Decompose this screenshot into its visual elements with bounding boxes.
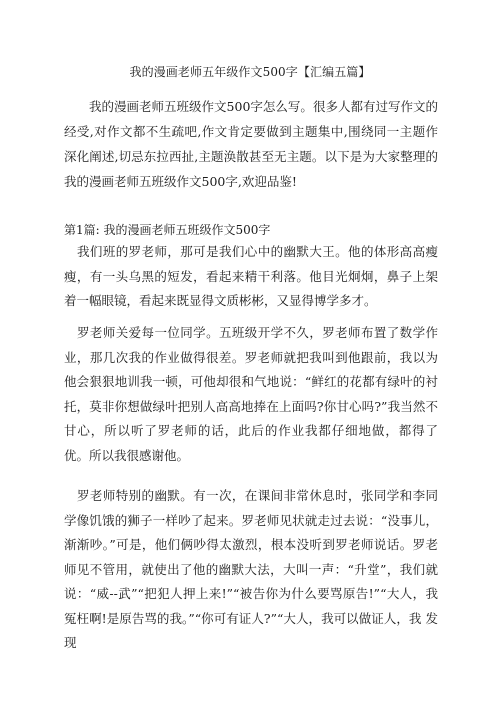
body-paragraph: 罗老师关爱每一位同学。五班级开学不久，罗老师布置了数学作业，那几次我的作业做得很差。罗老师就把我叫到他跟前，我以为他会狠狠地训我一顿，可他却很和气地说：“鲜红的花都有绿叶的衬托，莫非你想做绿叶把别人高高地捧在上面吗?你甘心吗?”我当然不甘心，所以听了罗老师的话，此后的作业我都仔细地做，都得了优。所以我很感谢他。 bbox=[64, 325, 438, 463]
section-heading: 第1篇: 我的漫画老师五班级作文500字 bbox=[64, 223, 271, 237]
body-paragraph: 罗老师特别的幽默。有一次，在课间非常休息时，张同学和李同学像饥饿的狮子一样吵了起来。罗老师见状就走过去说：“没事儿，渐渐吵。”可是，他们俩吵得太激烈，根本没听到罗老师说话。罗老师见不管用，就使出了他的幽默大法，大叫一声：“升堂”，我们就说：“威--武”“把犯人押上来!”“被告你为什么要骂原告!”“大人，我冤枉啊!是原告骂的我。”“你可有证人?”“大人，我可以做证人，我 发现 bbox=[64, 488, 438, 650]
document-title: 我的漫画老师五年级作文500字【汇编五篇】 bbox=[129, 65, 371, 79]
body-paragraph: 我们班的罗老师，那可是我们心中的幽默大王。他的体形高高瘦瘦，有一头乌黑的短发，看起来精干利落。他目光炯炯，鼻子上架着一幅眼镜，看起来既显得文质彬彬，又显得博学多才。 bbox=[64, 244, 438, 308]
intro-paragraph: 我的漫画老师五班级作文500字怎么写。很多人都有过写作文的经受,对作文都不生疏吧,作文肯定要做到主题集中,围绕同一主题作深化阐述,切忌东拉西扯,主题涣散甚至无主题。以下是为大家整理的我的漫画老师五班级作文500字,欢迎品鉴! bbox=[64, 99, 438, 189]
